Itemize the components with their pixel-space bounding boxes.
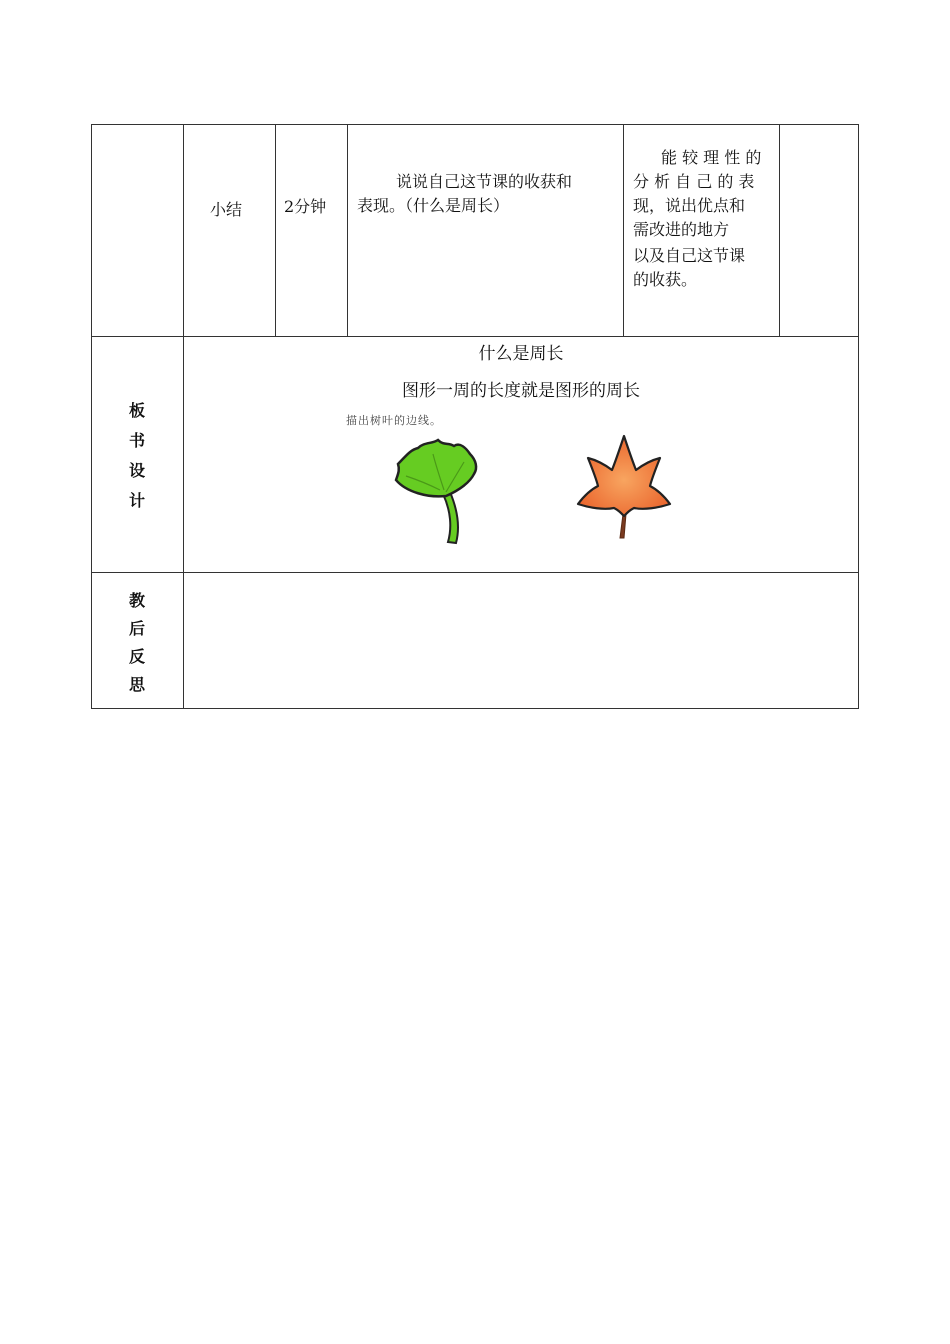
board-label-char: 设 bbox=[128, 461, 145, 480]
row-divider-1 bbox=[91, 336, 859, 337]
board-label-char: 书 bbox=[128, 431, 145, 450]
teacher-activity-line-2: 表现。（什么是周长） bbox=[357, 196, 510, 215]
col-divider-1 bbox=[183, 124, 184, 709]
leaf-caption: 描出树叶的边线。 bbox=[346, 414, 442, 427]
reflection-label bbox=[125, 588, 149, 700]
teacher-activity-line-1: 说说自己这节课的收获和 bbox=[396, 172, 573, 191]
col-divider-4 bbox=[623, 124, 624, 336]
reflection-label-char: 思 bbox=[128, 675, 145, 694]
board-title: 什么是周长 bbox=[478, 344, 564, 364]
col-divider-3 bbox=[347, 124, 348, 336]
reflection-label-char: 后 bbox=[128, 619, 145, 638]
reflection-label-char: 反 bbox=[128, 647, 145, 666]
intent-line-3: 现，说出优点和 bbox=[633, 196, 746, 215]
board-definition: 图形一周的长度就是图形的周长 bbox=[402, 381, 640, 401]
reflection-label-char: 教 bbox=[128, 591, 145, 610]
col-divider-5 bbox=[779, 124, 780, 336]
duration-cell: 2分钟 bbox=[284, 197, 327, 216]
stage-cell: 小结 bbox=[210, 200, 243, 219]
intent-line-5: 以及自己这节课 bbox=[633, 246, 746, 265]
intent-line-4: 需改进的地方 bbox=[633, 220, 730, 239]
intent-line-6: 的收获。 bbox=[633, 270, 698, 289]
board-design-label bbox=[125, 398, 149, 518]
row-divider-2 bbox=[91, 572, 859, 573]
board-label-char: 板 bbox=[128, 401, 145, 420]
maple-leaf-image bbox=[574, 432, 674, 544]
col-divider-2 bbox=[275, 124, 276, 336]
board-label-char: 计 bbox=[128, 491, 145, 510]
intent-line-1: 能 较 理 性 的 bbox=[661, 148, 762, 167]
ginkgo-leaf-image bbox=[388, 436, 488, 548]
intent-line-2: 分 析 自 己 的 表 bbox=[633, 172, 755, 191]
